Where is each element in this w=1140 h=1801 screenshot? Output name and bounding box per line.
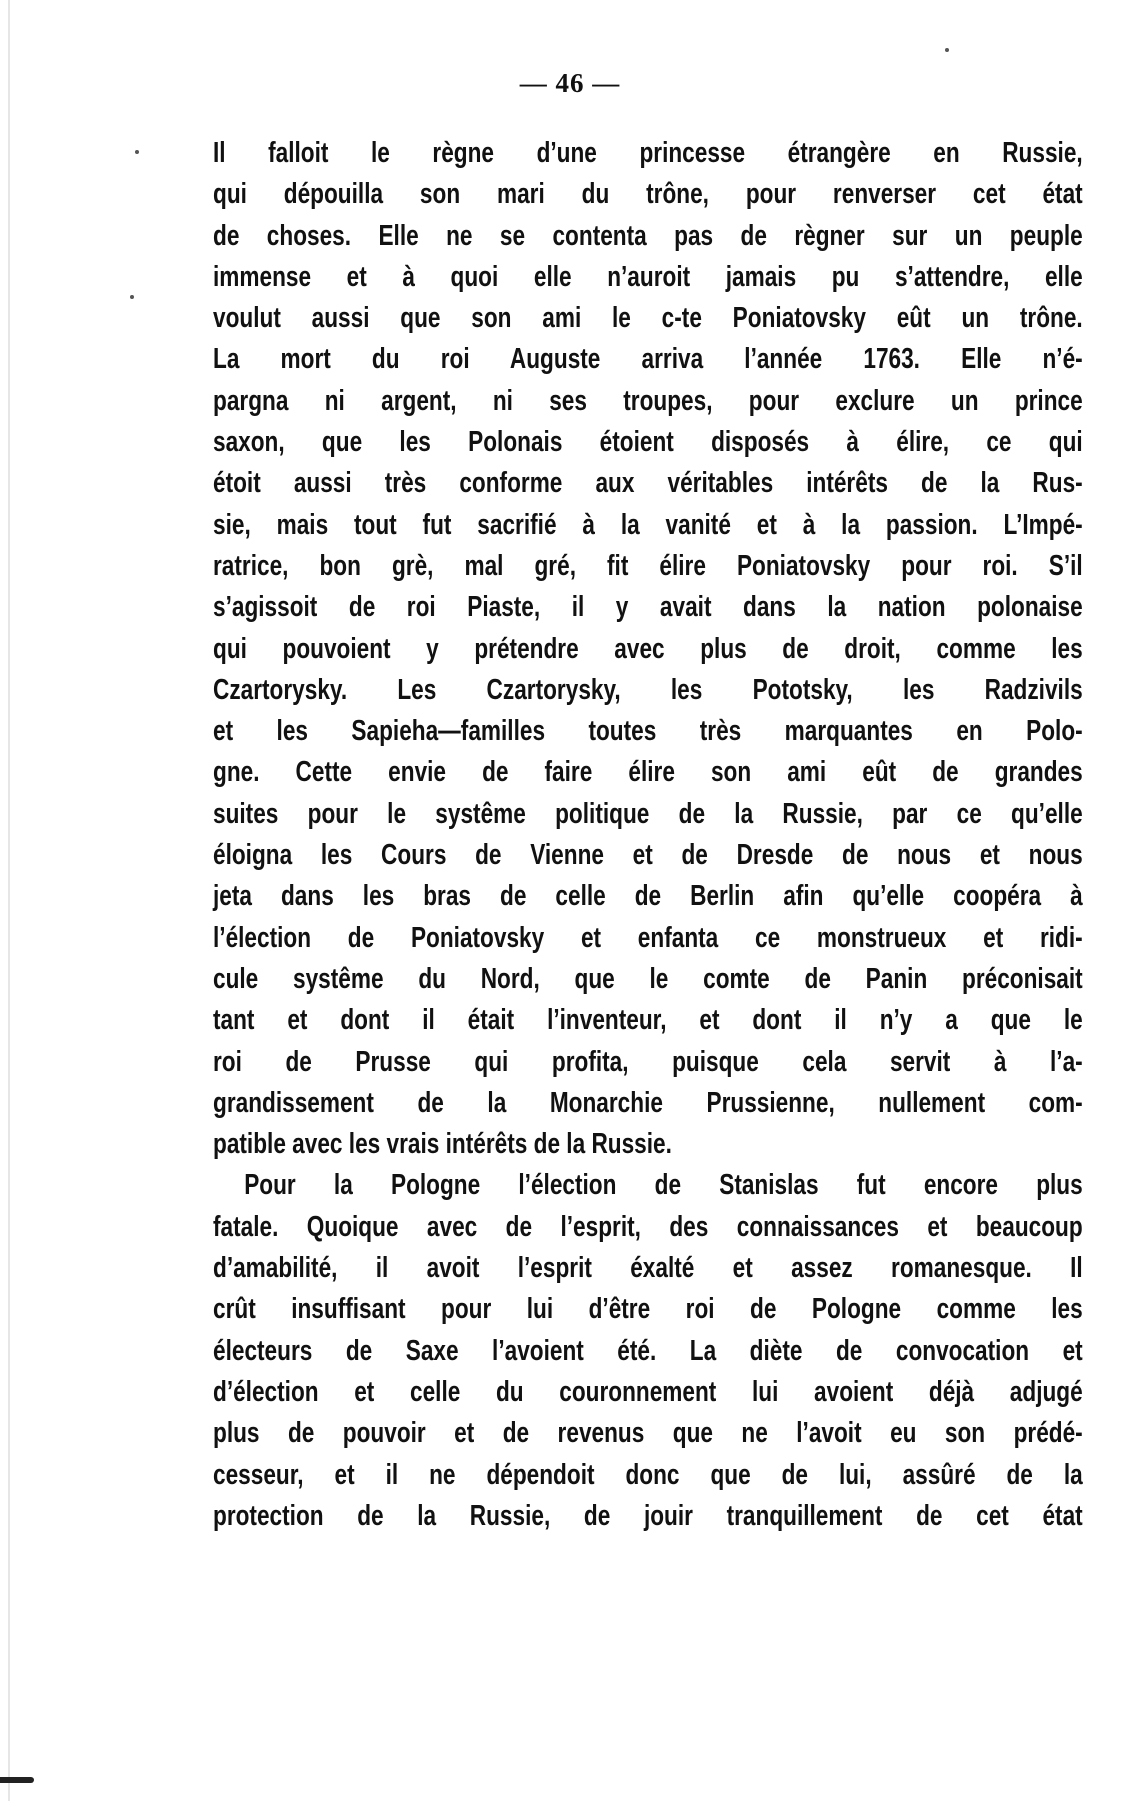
text-line: tant et dont il était l’inventeur, et dont il n’y a que le (213, 1004, 1083, 1037)
text-line: s’agissoit de roi Piaste, il y avait dans la nation polonaise (213, 591, 1083, 624)
text-line: patible avec les vrais intérêts de la Russie. (213, 1128, 672, 1161)
text-line: Il falloit le règne d’une princesse étrangère en Russie, (213, 137, 1083, 169)
text-line: de choses. Elle ne se contenta pas de règner sur un peuple (213, 219, 1083, 252)
text-line: et les Sapieha—familles toutes très marquantes en Polo- (213, 715, 1083, 748)
text-line: grandissement de la Monarchie Prussienne, nullement com- (213, 1086, 1083, 1119)
text-line: qui pouvoient y prétendre avec plus de droit, comme les (213, 632, 1083, 665)
text-line: l’élection de Poniatovsky et enfanta ce monstrueux et ridi- (213, 921, 1083, 954)
text-line: électeurs de Saxe l’avoient été. La diète de convocation et (213, 1334, 1083, 1367)
text-line: pargna ni argent, ni ses troupes, pour exclure un prince (213, 384, 1083, 417)
scan-corner-mark (0, 1777, 34, 1783)
body-text (213, 133, 1083, 1537)
text-line: éloigna les Cours de Vienne et de Dresde de nous et nous (213, 839, 1083, 872)
text-line: fatale. Quoique avec de l’esprit, des connaissances et beaucoup (213, 1210, 1083, 1243)
text-line: suites pour le systême politique de la Russie, par ce qu’elle (213, 797, 1083, 830)
text-line: cesseur, et il ne dépendoit donc que de lui, assûré de la (213, 1458, 1083, 1491)
text-line: qui dépouilla son mari du trône, pour renverser cet état (213, 178, 1083, 211)
text-line: crût insuffisant pour lui d’être roi de Pologne comme les (213, 1293, 1083, 1326)
text-line: plus de pouvoir et de revenus que ne l’avoit eu son prédé- (213, 1417, 1083, 1450)
text-line: sie, mais tout fut sacrifié à la vanité et à la passion. L’Impé- (213, 508, 1083, 541)
scan-speck (130, 295, 134, 299)
text-line: voulut aussi que son ami le c-te Poniatovsky eût un trône. (213, 302, 1083, 335)
text-line: d’amabilité, il avoit l’esprit éxalté et assez romanesque. Il (213, 1252, 1083, 1285)
text-line: étoit aussi très conforme aux véritables intérêts de la Rus- (213, 467, 1083, 500)
text-line: saxon, que les Polonais étoient disposés à élire, ce qui (213, 426, 1083, 459)
text-line: roi de Prusse qui profita, puisque cela servit à l’a- (213, 1045, 1083, 1078)
text-line: protection de la Russie, de jouir tranquillement de cet état (213, 1499, 1083, 1532)
page-number: — 46 — (519, 68, 621, 98)
scan-speck (135, 150, 139, 154)
scan-speck (945, 48, 949, 52)
text-line: d’élection et celle du couronnement lui avoient déjà adjugé (213, 1375, 1083, 1408)
text-line: Czartorysky. Les Czartorysky, les Pototsky, les Radzivils (213, 673, 1083, 706)
text-line: gne. Cette envie de faire élire son ami eût de grandes (213, 756, 1083, 789)
page-edge-rule (8, 0, 10, 1801)
text-line: immense et à quoi elle n’auroit jamais pu s’attendre, elle (213, 260, 1083, 293)
text-line: Pour la Pologne l’élection de Stanislas fut encore plus (244, 1169, 1083, 1202)
text-line: jeta dans les bras de celle de Berlin afin qu’elle coopéra à (213, 880, 1083, 913)
text-line: ratrice, bon grè, mal gré, fit élire Poniatovsky pour roi. S’il (213, 549, 1083, 582)
text-line: La mort du roi Auguste arriva l’année 1763. Elle n’é- (213, 343, 1083, 376)
text-line: cule systême du Nord, que le comte de Panin préconisait (213, 962, 1083, 995)
